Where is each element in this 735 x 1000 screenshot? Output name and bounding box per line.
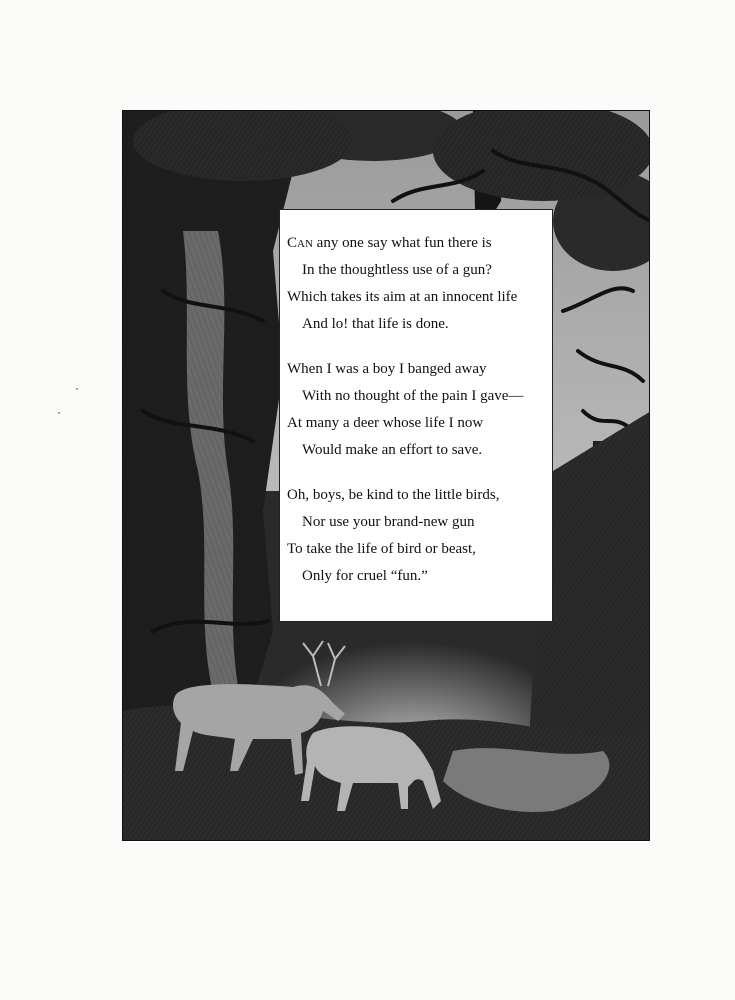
poem-line-text: With no thought of the pain I gave—	[302, 388, 524, 404]
poem-line-text: Oh, boys, be kind to the little birds,	[287, 487, 500, 503]
paper-speck	[76, 388, 78, 390]
poem-line	[287, 356, 552, 383]
poem-stanza	[287, 356, 552, 464]
poem-line-text: Nor use your brand-new gun	[302, 514, 475, 530]
poem-line-text: In the thoughtless use of a gun?	[302, 262, 492, 278]
poem-line-text: Which takes its aim at an innocent life	[287, 289, 518, 305]
poem-line	[287, 410, 552, 437]
poem-line	[287, 311, 552, 338]
poem-line	[287, 563, 552, 590]
poem-panel	[279, 209, 553, 622]
poem-line	[287, 536, 552, 563]
paper-speck	[58, 412, 60, 414]
forest-deer-engraving	[122, 110, 650, 841]
poem-stanza	[287, 482, 552, 590]
poem-line-text: any one say what fun there is	[312, 235, 492, 251]
poem-line-text: Only for cruel “fun.”	[302, 568, 428, 584]
poem-line-text: At many a deer whose life I now	[287, 415, 484, 431]
poem-stanza	[287, 230, 552, 338]
poem-line-text: When I was a boy I banged away	[287, 361, 487, 377]
poem-line	[287, 383, 552, 410]
poem-line	[287, 437, 552, 464]
poem-line-text: Would make an effort to save.	[302, 442, 483, 458]
poem-line-text: To take the life of bird or beast,	[287, 541, 476, 557]
poem-line	[287, 482, 552, 509]
poem-line-text: And lo! that life is done.	[302, 316, 449, 332]
poem-line	[287, 509, 552, 536]
poem-dropcap-word: Can	[287, 235, 313, 251]
poem-line	[287, 230, 552, 257]
poem-line	[287, 284, 552, 311]
poem-line	[287, 257, 552, 284]
